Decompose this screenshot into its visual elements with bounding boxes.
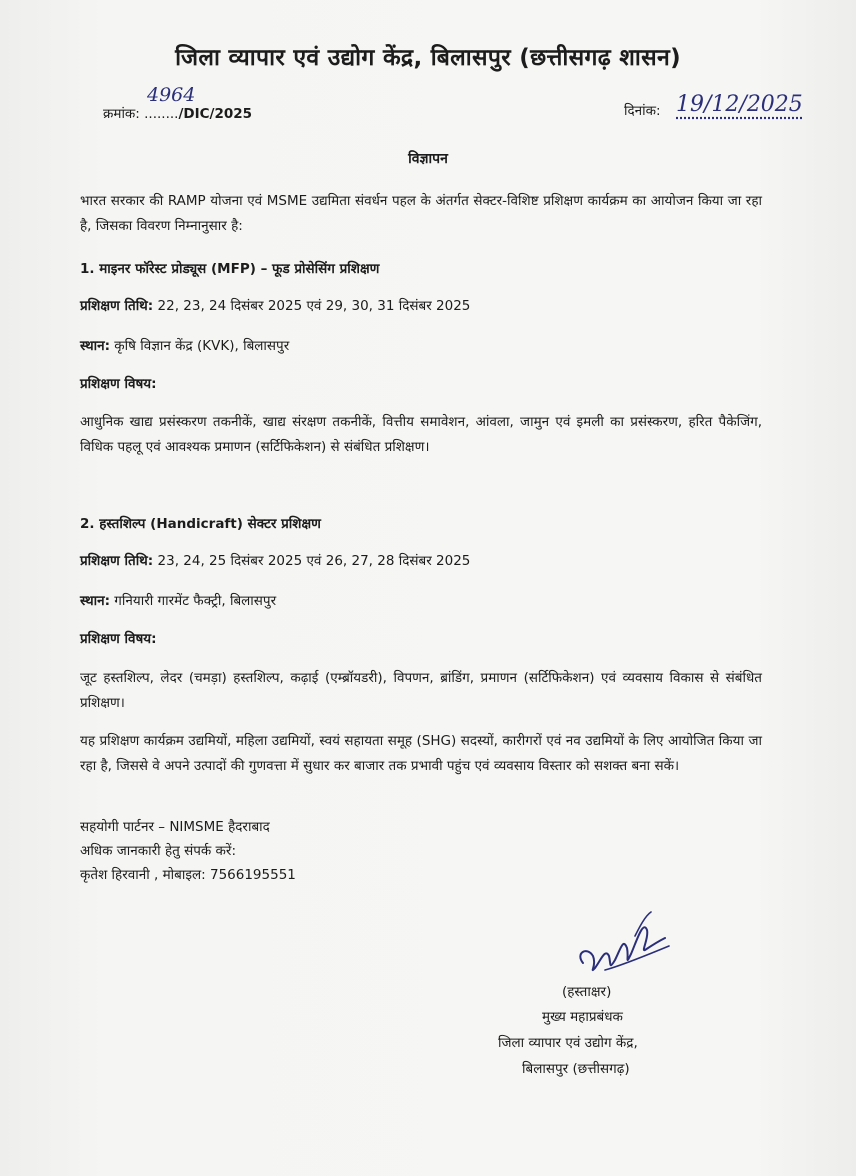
notice-heading: विज्ञापन xyxy=(408,151,448,167)
partner-line: सहयोगी पार्टनर – NIMSME हैदराबाद xyxy=(80,819,270,835)
section-1-date-label: प्रशिक्षण तिथि: xyxy=(80,298,154,314)
date-handwritten: 19/12/2025 xyxy=(676,92,803,117)
section-2-date xyxy=(80,551,470,569)
section-2-subject-text: जूट हस्तशिल्प, लेदर (चमड़ा) हस्तशिल्प, कढ़ाई (एम्ब्रॉयडरी), विपणन, ब्रांडिंग, प्रमाणन (सर्टिफिकेशन) एवं व्यवसाय विकास से संबंधित प्रशिक्षण। xyxy=(80,670,762,711)
section-1-title: 1. माइनर फॉरेस्ट प्रोड्यूस (MFP) – फूड प्रोसेसिंग प्रशिक्षण xyxy=(80,261,380,277)
section-1-venue xyxy=(80,336,289,354)
purpose-paragraph: यह प्रशिक्षण कार्यक्रम उद्यमियों, महिला उद्यमियों, स्वयं सहायता समूह (SHG) सदस्यों, कारीगरों एवं नव उद्यमियों के लिए आयोजित किया जा रहा है, जिससे वे अपने उत्पादों की गुणवत्ता में सुधार कर बाजार तक प्रभावी पहुंच एवं व्यवसाय विस्तार को सशक्त बना सकें। xyxy=(80,733,762,774)
contact-person-line: कृतेश हिरवानी , मोबाइल: 7566195551 xyxy=(80,867,296,883)
section-2-date-label: प्रशिक्षण तिथि: xyxy=(80,553,154,569)
section-2-title: 2. हस्तशिल्प (Handicraft) सेक्टर प्रशिक्षण xyxy=(80,516,321,532)
section-2-venue-value: गनियारी गारमेंट फैक्ट्री, बिलासपुर xyxy=(110,593,277,609)
section-1-venue-value: कृषि विज्ञान केंद्र (KVK), बिलासपुर xyxy=(110,338,290,354)
ref-label: क्रमांक: ........ xyxy=(103,106,179,122)
signature-label: (हस्ताक्षर) xyxy=(562,984,612,1000)
section-1-date-value: 22, 23, 24 दिसंबर 2025 एवं 29, 30, 31 दिसंबर 2025 xyxy=(153,298,471,314)
intro-paragraph: भारत सरकार की RAMP योजना एवं MSME उद्यमिता संवर्धन पहल के अंतर्गत सेक्टर-विशिष्ट प्रशिक्षण कार्यक्रम का आयोजन किया जा रहा है, जिसका विवरण निम्नानुसार है: xyxy=(80,193,762,234)
ref-suffix: /DIC/2025 xyxy=(178,106,253,122)
section-1-venue-label: स्थान: xyxy=(80,338,110,354)
section-2-venue-label: स्थान: xyxy=(80,593,110,609)
signature-scribble xyxy=(565,908,675,988)
signatory-place: बिलासपुर (छत्तीसगढ़) xyxy=(522,1061,630,1077)
section-1-date xyxy=(80,296,470,314)
section-2-subject-label: प्रशिक्षण विषय: xyxy=(80,631,157,647)
section-1-subject-text: आधुनिक खाद्य प्रसंस्करण तकनीकें, खाद्य संरक्षण तकनीकें, वित्तीय समावेशन, आंवला, जामुन एवं इमली का प्रसंस्करण, हरित पैकेजिंग, विधिक पहलू एवं आवश्यक प्रमाणन (सर्टिफिकेशन) से संबंधित प्रशिक्षण। xyxy=(80,414,762,455)
signatory-office: जिला व्यापार एवं उद्योग केंद्र, xyxy=(498,1035,638,1051)
signatory-designation: मुख्य महाप्रबंधक xyxy=(542,1009,623,1025)
date-label: दिनांक: xyxy=(624,103,661,119)
section-2-venue xyxy=(80,591,276,609)
reference-number xyxy=(103,104,252,122)
section-1-subject-label: प्रशिक्षण विषय: xyxy=(80,376,157,392)
office-title: जिला व्यापार एवं उद्योग केंद्र, बिलासपुर (छत्तीसगढ़ शासन) xyxy=(175,45,681,71)
more-info-line: अधिक जानकारी हेतु संपर्क करें: xyxy=(80,843,236,859)
ref-handwritten-number: 4964 xyxy=(147,84,196,106)
section-2-date-value: 23, 24, 25 दिसंबर 2025 एवं 26, 27, 28 दिसंबर 2025 xyxy=(153,553,471,569)
